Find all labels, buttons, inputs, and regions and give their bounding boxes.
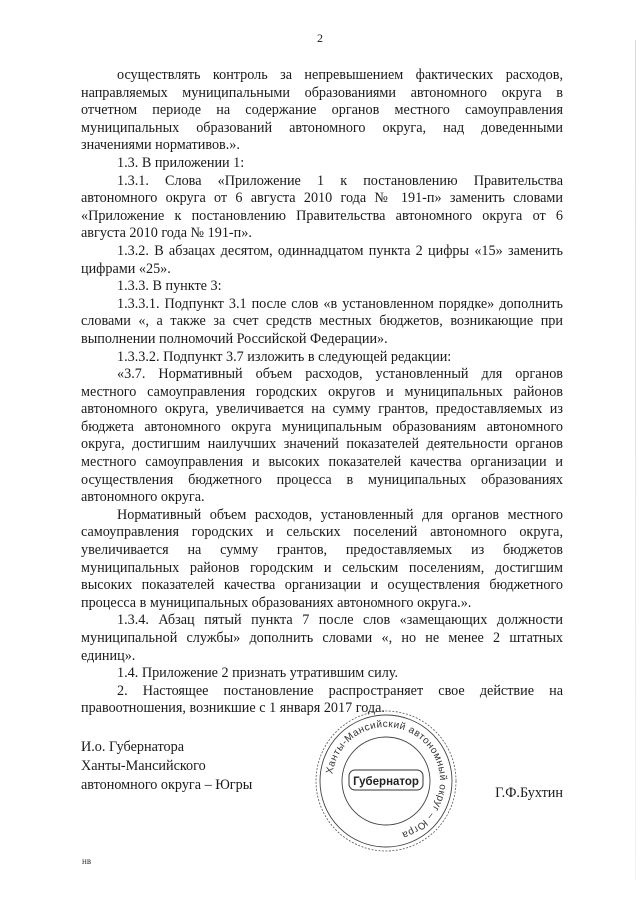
scan-edge	[635, 40, 636, 880]
paragraph: 1.3. В приложении 1:	[117, 154, 245, 171]
page-number: 2	[317, 31, 323, 45]
signatory-name: Г.Ф.Бухтин	[495, 785, 563, 801]
paragraph: 1.3.3. В пункте 3:	[117, 278, 222, 295]
official-seal	[311, 706, 461, 856]
paragraph: «3.7. Нормативный объем расходов, установленный для органов местного самоуправления городских округов и муниципальных районов автономного округа, увеличивается на сумму грантов, предоставляемых из бюджета автономного округа муниципальным образованиям автономного округа, достигшим наилучших значений показателей деятельности органов местного самоуправления и высоких показателей качества организации и осуществления бюджетного процесса в муниципальных образованиях автономного округа.	[81, 366, 563, 506]
signatory-title-line: И.о. Губернатора	[81, 739, 184, 755]
paragraph: 1.3.1. Слова «Приложение 1 к постановлению Правительства автономного округа от 6 августа 2010 года № 191-п» заменить словами «Приложение к постановлению Правительства автономного округа от 6 августа 2010 года № 191-п».	[81, 172, 563, 242]
signatory-title	[81, 738, 301, 795]
seal-center-text: Губернатор	[353, 776, 419, 788]
paragraph: осуществлять контроль за непревышением фактических расходов, направляемых муниципальными образованиями автономного округа в отчетном периоде на содержание органов местного самоуправления муниципальных образований автономного округа, над доведенными значениями нормативов.».	[81, 67, 563, 154]
paragraph: 1.3.3.2. Подпункт 3.7 изложить в следующей редакции:	[117, 348, 452, 365]
document-body	[81, 67, 563, 718]
paragraph: 1.3.4. Абзац пятый пункта 7 после слов «замещающих должности муниципальной службы» дополнить словами «, но не менее 2 штатных единиц».	[81, 612, 563, 664]
seal-graphic	[311, 706, 461, 856]
paragraph: 1.3.2. В абзацах десятом, одиннадцатом пункта 2 цифры «15» заменить цифрами «25».	[81, 242, 563, 277]
paragraph: 2. Настоящее постановление распространяет свое действие на правоотношения, возникшие с 1 января 2017 года.	[81, 682, 563, 717]
paragraph: 1.4. Приложение 2 признать утратившим силу.	[117, 665, 398, 682]
signature-block	[81, 718, 563, 848]
paragraph: Нормативный объем расходов, установленный для органов местного самоуправления городских и сельских поселений автономного округа, увеличивается на сумму грантов, предоставляемых из бюджетов муниципальных районов городским и сельским поселениям, достигшим высоких показателей качества организации и осуществления бюджетного процесса в муниципальных образованиях автономного округа.».	[81, 506, 563, 611]
footer-mark: нв	[82, 856, 92, 866]
paragraph: 1.3.3.1. Подпункт 3.1 после слов «в установленном порядке» дополнить словами «, а также за счет средств местных бюджетов, возникающие при выполнении полномочий Российской Федерации».	[81, 295, 563, 347]
seal-ring-text: Ханты-Мансийский автономный округ – Югра	[324, 718, 449, 841]
signatory-title-line: Ханты-Мансийского	[81, 758, 206, 774]
signatory-title-line: автономного округа – Югры	[81, 777, 253, 793]
